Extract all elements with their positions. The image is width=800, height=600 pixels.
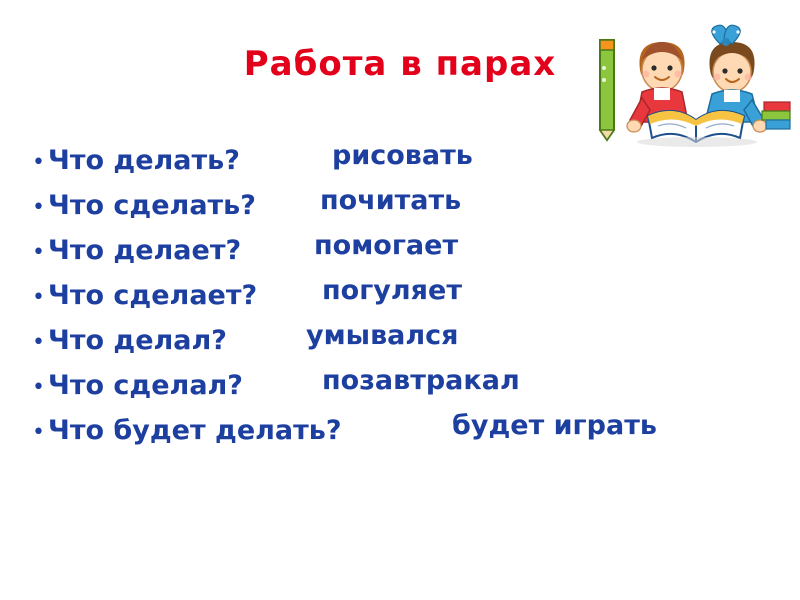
list-item	[32, 320, 792, 365]
bullet-icon: •	[32, 375, 45, 400]
question-text: Что сделает?	[48, 280, 258, 311]
question-text: Что делать?	[48, 145, 240, 176]
question-text: Что будет делать?	[48, 415, 342, 446]
answer-text: почитать	[320, 185, 462, 216]
answer-text: умывался	[306, 320, 459, 351]
page-title: Работа в парах	[243, 44, 557, 84]
list-item	[32, 365, 792, 410]
bullet-icon: •	[32, 150, 45, 175]
bullet-icon: •	[32, 330, 45, 355]
two-children-reading-book-clipart-icon	[592, 18, 792, 150]
answer-text: погуляет	[322, 275, 462, 306]
question-text: Что делает?	[48, 235, 242, 266]
bullet-icon: •	[32, 420, 45, 445]
answer-text: позавтракал	[322, 365, 520, 396]
answer-text: будет играть	[452, 410, 657, 441]
list-item	[32, 410, 792, 455]
bullet-icon: •	[32, 240, 45, 265]
list-item	[32, 185, 792, 230]
question-text: Что делал?	[48, 325, 227, 356]
bullet-icon: •	[32, 195, 45, 220]
bullet-icon: •	[32, 285, 45, 310]
question-text: Что сделать?	[48, 190, 256, 221]
list-item	[32, 230, 792, 275]
word-pairs-list	[32, 140, 792, 455]
answer-text: рисовать	[332, 140, 473, 171]
list-item	[32, 275, 792, 320]
question-text: Что сделал?	[48, 370, 243, 401]
answer-text: помогает	[314, 230, 459, 261]
list-item	[32, 140, 792, 185]
